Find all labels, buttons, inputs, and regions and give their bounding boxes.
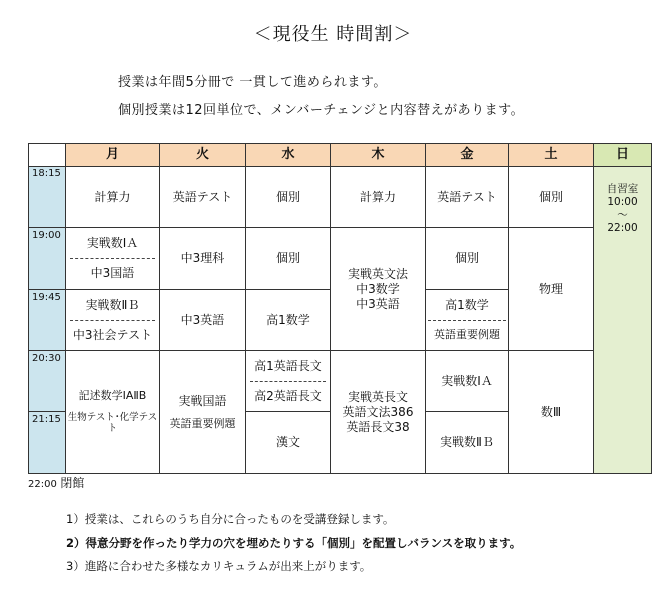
page-title: ＜現役生 時間割＞ bbox=[253, 24, 413, 45]
cell-sun-study-room: 自習室 10:00 〜 22:00 bbox=[593, 166, 652, 474]
intro-line-1: 授業は年間5分冊で 一貫して進められます。 bbox=[118, 75, 387, 90]
header-fri: 金 bbox=[425, 143, 509, 167]
time-label: 20:30 bbox=[32, 353, 61, 364]
header-sun: 日 bbox=[593, 143, 652, 167]
time-label: 21:15 bbox=[32, 414, 61, 425]
cell-thu-1815: 計算力 bbox=[330, 166, 426, 228]
note-3: 3）進路に合わせた多様なカリキュラムが出来上がります。 bbox=[66, 559, 372, 573]
header-corner bbox=[28, 143, 66, 167]
cell-wed-1900: 個別 bbox=[245, 227, 331, 290]
cell-wed-2030-a: 高1英語長文 bbox=[245, 350, 331, 382]
note-1: 1）授業は、これらのうち自分に合ったものを受講登録します。 bbox=[66, 512, 395, 526]
cell-mon-1900-a: 実戦数ⅠＡ bbox=[65, 227, 160, 259]
cell-tue-1945: 中3英語 bbox=[159, 289, 246, 351]
cell-fri-1900: 個別 bbox=[425, 227, 509, 290]
cell-fri-1945-a: 高1数学 bbox=[425, 289, 509, 321]
cell-mon-1815: 計算力 bbox=[65, 166, 160, 228]
header-tue: 火 bbox=[159, 143, 246, 167]
cell-wed-1815: 個別 bbox=[245, 166, 331, 228]
cell-sat-2030-2115: 数Ⅲ bbox=[508, 350, 594, 474]
cell-tue-1815: 英語テスト bbox=[159, 166, 246, 228]
cell-fri-2115: 実戦数ⅡＢ bbox=[425, 411, 509, 474]
cell-sat-1815: 個別 bbox=[508, 166, 594, 228]
cell-fri-1945-b: 英語重要例題 bbox=[425, 320, 509, 351]
cell-thu-1900-1945: 実戦英文法 中3数学 中3英語 bbox=[330, 227, 426, 351]
cell-wed-1945: 高1数学 bbox=[245, 289, 331, 351]
cell-mon-2030-2115: 記述数学ⅠAⅡB 生物テスト･化学テスト bbox=[65, 350, 160, 474]
time-label: 19:45 bbox=[32, 292, 61, 303]
time-label: 19:00 bbox=[32, 230, 61, 241]
time-label: 18:15 bbox=[32, 168, 61, 179]
cell-mon-1945-a: 実戦数ⅡＢ bbox=[65, 289, 160, 321]
cell-fri-1815: 英語テスト bbox=[425, 166, 509, 228]
intro-line-2: 個別授業は12回単位で、メンバーチェンジと内容替えがあります。 bbox=[118, 103, 525, 118]
cell-mon-1945-b: 中3社会テスト bbox=[65, 320, 160, 351]
cell-sat-1900-1945: 物理 bbox=[508, 227, 594, 351]
cell-tue-2030-2115: 実戦国語 英語重要例題 bbox=[159, 350, 246, 474]
cell-wed-2115: 漢文 bbox=[245, 411, 331, 474]
closing-time: 22:00 閉館 bbox=[28, 476, 85, 490]
header-thu: 木 bbox=[330, 143, 426, 167]
cell-fri-2030: 実戦数ⅠＡ bbox=[425, 350, 509, 412]
header-wed: 水 bbox=[245, 143, 331, 167]
header-sat: 土 bbox=[508, 143, 594, 167]
cell-tue-1900: 中3理科 bbox=[159, 227, 246, 290]
note-2: 2）得意分野を作ったり学力の穴を埋めたりする「個別」を配置しバランスを取ります。 bbox=[66, 536, 522, 550]
cell-wed-2030-b: 高2英語長文 bbox=[245, 381, 331, 412]
header-mon: 月 bbox=[65, 143, 160, 167]
cell-mon-1900-b: 中3国語 bbox=[65, 258, 160, 290]
time-column bbox=[28, 166, 66, 474]
cell-thu-2030-2115: 実戦英長文 英語文法386 英語長文38 bbox=[330, 350, 426, 474]
